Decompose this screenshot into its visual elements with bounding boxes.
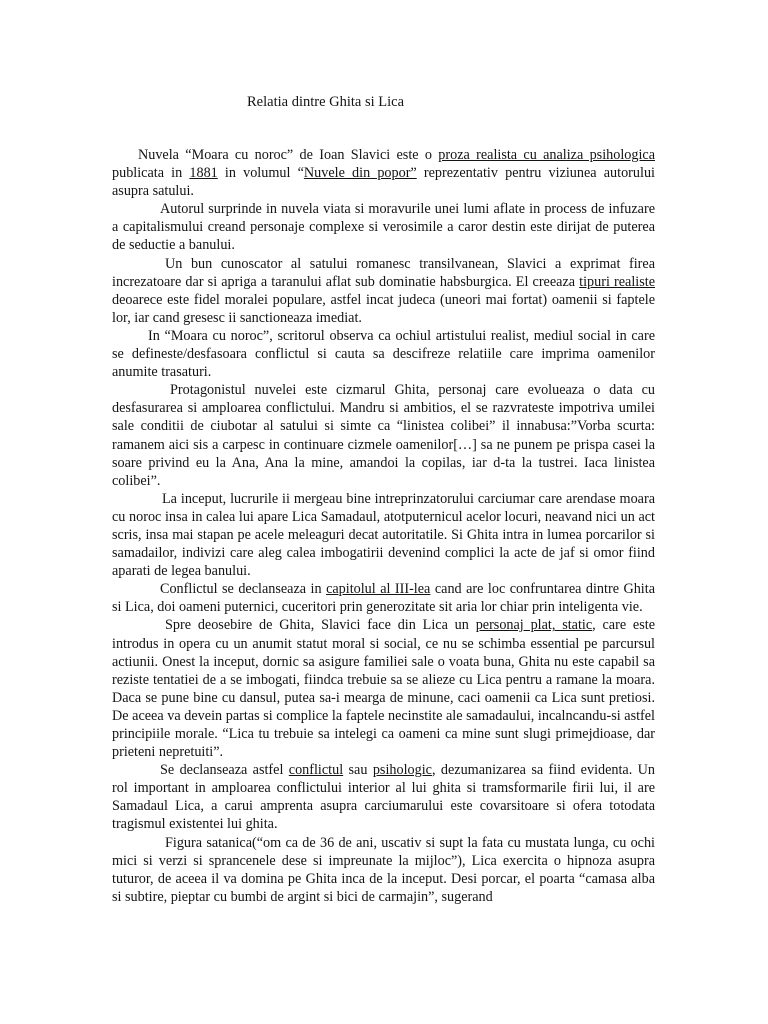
paragraph-text: Se declanseaza astfel <box>160 762 289 779</box>
paragraph-text: publicata in <box>112 165 190 182</box>
paragraph-text: In “Moara cu noroc”, scritorul observa ca ochiul artistului realist, mediul social in care se defineste/desfasoara conflictul si cauta sa descifreze relatiile care imprima oamenilor anumite trasaturi. <box>112 327 655 381</box>
paragraph <box>112 381 655 490</box>
paragraph <box>112 490 655 580</box>
document-title: Relatia dintre Ghita si Lica <box>247 94 405 110</box>
document-body <box>112 146 655 906</box>
paragraph <box>112 761 655 833</box>
paragraph <box>112 327 655 381</box>
paragraph-text: Nuvela “Moara cu noroc” de Ioan Slavici este o <box>138 147 439 163</box>
paragraph-text: in volumul “ <box>217 165 304 182</box>
paragraph-text: Figura satanica(“om ca de 36 de ani, uscativ si supt la fata cu mustata lunga, cu ochi mici si verzi si sprancenele dese si impreunate la mijloc”), Lica exercita o hipnoza asupra tuturor, de aceea il va domina pe Ghita inca de la inceput. Desi porcar, el poarta “camasa alba si subtire, pieptar cu bumbi de argint si bici de carmajin”, sugerand <box>112 834 655 905</box>
underlined-term: psihologic <box>372 762 432 779</box>
paragraph-text: La inceput, lucrurile ii mergeau bine intreprinzatorului carciumar care arendase moara cu noroc insa in calea lui apare Lica Samadaul, atotputernicul acelor locuri, neavand nici un act scris, insa mai stapan pe acele meleaguri decat autoritatile. Si Ghita intra in lumea porcarilor si samadailor, indivizi care aleg calea imbogatirii devenind complici la acte de jaf si omor fiind aparati de legea banului. <box>112 490 655 580</box>
paragraph-text: deoarece este fidel moralei populare, astfel incat judeca (uneori mai fortat) oamenii si faptele lor, iar cand gresesc ii sanctioneaza imediat. <box>112 291 655 326</box>
underlined-term: capitolul al III-lea <box>326 581 431 598</box>
paragraph-text: cand are loc confruntarea dintre Ghita si Lica, doi oameni puternici, cuceritori prin generozitate sit aria lor chiar prin inteligenta vie. <box>112 581 655 616</box>
paragraph-text: Spre deosebire de Ghita, Slavici face din Lica un <box>165 617 476 634</box>
underlined-term: 1881 <box>189 165 218 182</box>
paragraph-text: reprezentativ pentru viziunea autorului asupra satului. <box>112 165 655 200</box>
underlined-term: Nuvele din popor” <box>303 165 417 182</box>
paragraph <box>112 580 655 616</box>
paragraph <box>112 834 655 906</box>
underlined-term: tipuri realiste <box>579 273 655 290</box>
paragraph-text: sau <box>343 762 373 779</box>
paragraph <box>112 146 655 200</box>
underlined-term: personaj plat, static <box>475 617 593 634</box>
paragraph <box>112 255 655 327</box>
paragraph-text: , dezumanizarea sa fiind evidenta. Un rol important in amploarea conflictului interior al lui ghita si tramsformarile firii lui, il are Samadaul Lica, a carui amprenta asupra carciumarului este covarsitoare si ofera totodata tragismul existentei lui ghita. <box>112 762 655 833</box>
paragraph-text: Protagonistul nuvelei este cizmarul Ghita, personaj care evolueaza o data cu desfasurarea si amploarea conflictului. Mandru si ambitios, el se razvrateste impotriva umilei sale conditii de ciubotar al satului si simte ca “linistea colibei” il innabusa:”Vorba scurta: ramanem aici sis a carpesc in continuare cizmele oamenilor[…] sa ne punem pe prispa casei la soare privind eu la Ana, Ana la mine, amandoi la copilas, iar d-ta la tustrei. Iaca linistea colibei”. <box>112 382 655 489</box>
underlined-term: proza realista cu analiza psihologica <box>438 147 655 163</box>
underlined-term: conflictul <box>288 762 344 779</box>
paragraph <box>112 200 655 254</box>
paragraph <box>112 616 655 761</box>
paragraph-text: Un bun cunoscator al satului romanesc transilvanean, Slavici a exprimat firea increzatoare dar si apriga a taranului aflat sub dominatie habsburgica. El creeaza <box>112 255 655 290</box>
paragraph-text: Autorul surprinde in nuvela viata si moravurile unei lumi aflate in process de infuzare a capitalismului creand personaje complexe si verosimile a caror destin este dirijat de puterea de seductie a banului. <box>112 201 655 254</box>
paragraph-text: , care este introdus in opera cu un anumit statut moral si social, ce nu se schimba essential pe parcursul actiunii. Onest la inceput, dornic sa asigure familiei sale o voata buna, Ghita nu este capabil sa reziste tentatiei de a se imbogati, fiindca trebuie sa se alieze cu Lica pentru a ramane la moara. Daca se pune bine cu dansul, putea sa-i mearga de minune, caci oamenii ca Lica sunt pretiosi. De aceea va devein partas si complice la faptele necinstite ale samadaului, incalncandu-si astfel principiile morale. “Lica tu trebuie sa intelegi ca oameni ca mine sunt slugi primejdioase, dar prieteni nepretuiti”. <box>112 617 655 761</box>
paragraph-text: Conflictul se declanseaza in <box>160 581 327 598</box>
